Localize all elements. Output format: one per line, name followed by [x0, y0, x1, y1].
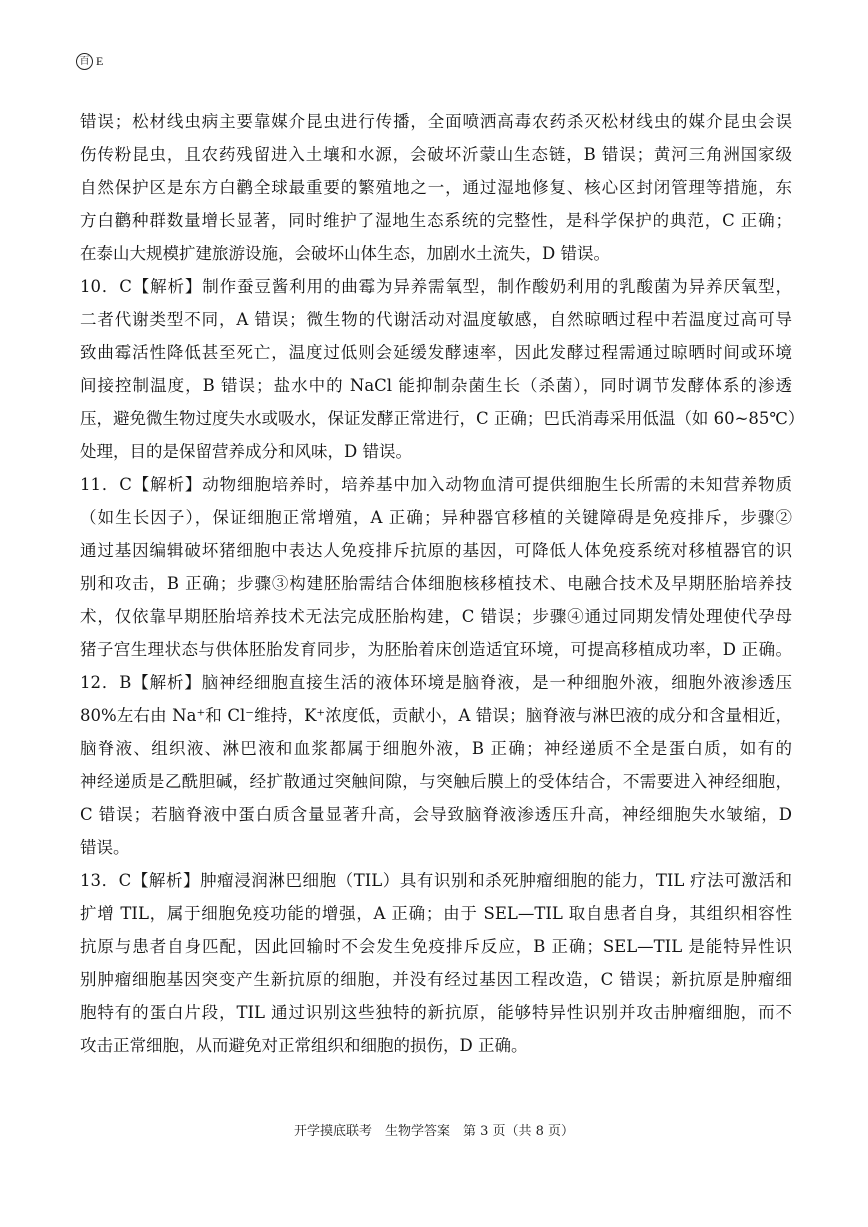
brand-logo-mark: 百	[76, 53, 93, 70]
text-line: 错误；松材线虫病主要靠媒介昆虫进行传播，全面喷洒高毒农药杀灭松材线虫的媒介昆虫会误	[80, 112, 792, 131]
text-line: 致曲霉活性降低甚至死亡，温度过低则会延缓发酵速率，因此发酵过程需通过晾晒时间或环境	[80, 343, 792, 362]
text-line: 抗原与患者自身匹配，因此回输时不会发生免疫排斥反应，B 正确；SEL—TIL 是能特异性识	[80, 937, 792, 956]
text-line: 错误。	[80, 838, 130, 857]
text-line: 通过基因编辑破坏猪细胞中表达人免疫排斥抗原的基因，可降低人体免疫系统对移植器官的识	[80, 541, 792, 560]
text-line: 别和攻击，B 正确；步骤③构建胚胎需结合体细胞核移植技术、电融合技术及早期胚胎培养技	[80, 574, 792, 593]
text-line: 别肿瘤细胞基因突变产生新抗原的细胞，并没有经过基因工程改造，C 错误；新抗原是肿瘤细	[80, 970, 792, 989]
text-line: 间接控制温度，B 错误；盐水中的 NaCl 能抑制杂菌生长（杀菌），同时调节发酵体系的渗透	[80, 376, 792, 395]
text-line: 处理，目的是保留营养成分和风味，D 错误。	[80, 442, 412, 461]
text-line: 扩增 TIL，属于细胞免疫功能的增强，A 正确；由于 SEL—TIL 取自患者自身，其组织相容性	[80, 904, 792, 923]
text-line: 脑脊液、组织液、淋巴液和血浆都属于细胞外液，B 正确；神经递质不全是蛋白质，如有的	[80, 739, 792, 758]
brand-logo-letter: E	[96, 54, 104, 68]
text-line: 猪子宫生理状态与供体胚胎发育同步，为胚胎着床创造适宜环境，可提高移植成功率，D 正确。	[80, 640, 792, 659]
text-line: 二者代谢类型不同，A 错误；微生物的代谢活动对温度敏感，自然晾晒过程中若温度过高可导	[80, 310, 792, 329]
text-line: 80%左右由 Na⁺和 Cl⁻维持，K⁺浓度低，贡献小，A 错误；脑脊液与淋巴液的成分和含量相近，	[80, 706, 792, 725]
text-line: 11．C【解析】动物细胞培养时，培养基中加入动物血清可提供细胞生长所需的未知营养物质	[80, 475, 792, 494]
text-line: 神经递质是乙酰胆碱，经扩散通过突触间隙，与突触后膜上的受体结合，不需要进入神经细胞，	[80, 772, 792, 791]
text-line: 13．C【解析】肿瘤浸润淋巴细胞（TIL）具有识别和杀死肿瘤细胞的能力，TIL 疗法可激活和	[80, 871, 792, 890]
text-line: 术，仅依靠早期胚胎培养技术无法完成胚胎构建，C 错误；步骤④通过同期发情处理使代孕母	[80, 607, 792, 626]
text-line: （如生长因子），保证细胞正常增殖，A 正确；异种器官移植的关键障碍是免疫排斥，步骤②	[80, 508, 792, 527]
text-line: 方白鹳种群数量增长显著，同时维护了湿地生态系统的完整性，是科学保护的典范，C 正确；	[80, 211, 792, 230]
brand-logo	[76, 53, 103, 70]
page-footer: 开学摸底联考 生物学答案 第 3 页（共 8 页）	[293, 1124, 575, 1139]
text-line: 攻击正常细胞，从而避免对正常组织和细胞的损伤，D 正确。	[80, 1036, 528, 1055]
text-line: 12．B【解析】脑神经细胞直接生活的液体环境是脑脊液，是一种细胞外液，细胞外液渗透压	[80, 673, 792, 692]
text-line: 在泰山大规模扩建旅游设施，会破坏山体生态，加剧水土流失，D 错误。	[80, 244, 610, 263]
text-line: C 错误；若脑脊液中蛋白质含量显著升高，会导致脑脊液渗透压升高，神经细胞失水皱缩，D	[80, 805, 792, 824]
text-line: 10．C【解析】制作蚕豆酱利用的曲霉为异养需氧型，制作酸奶利用的乳酸菌为异养厌氧型，	[80, 277, 792, 296]
text-line: 伤传粉昆虫，且农药残留进入土壤和水源，会破坏沂蒙山生态链，B 错误；黄河三角洲国家级	[80, 145, 792, 164]
text-line: 自然保护区是东方白鹳全球最重要的繁殖地之一，通过湿地修复、核心区封闭管理等措施，东	[80, 178, 792, 197]
text-line: 胞特有的蛋白片段，TIL 通过识别这些独特的新抗原，能够特异性识别并攻击肿瘤细胞，而不	[80, 1003, 792, 1022]
answer-text-body	[80, 105, 805, 1062]
text-line: 压，避免微生物过度失水或吸水，保证发酵正常进行，C 正确；巴氏消毒采用低温（如 60~85℃）	[80, 409, 805, 428]
